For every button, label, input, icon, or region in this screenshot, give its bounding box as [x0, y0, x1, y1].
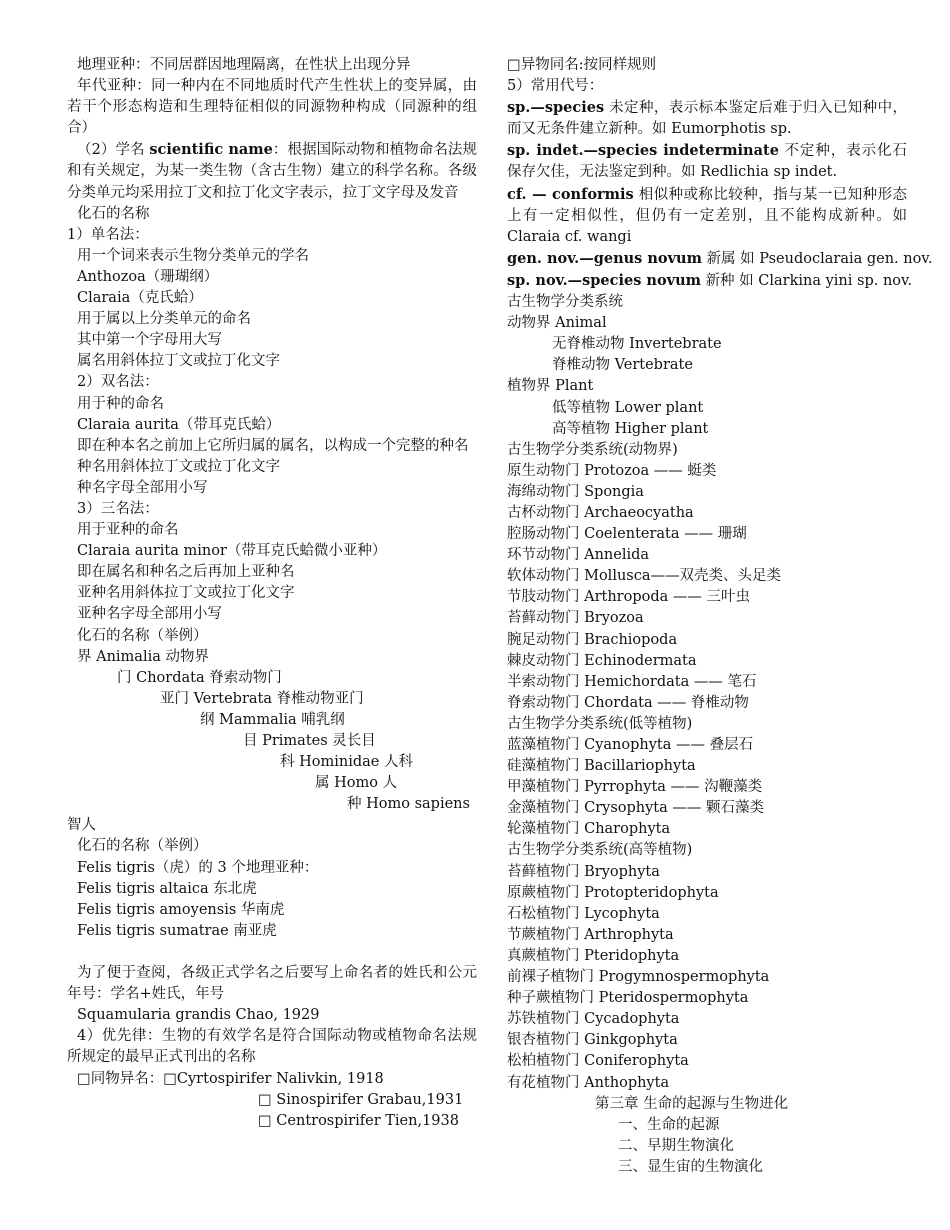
animal-system-line: 原生动物门 Protozoa —— 蜓类: [507, 462, 717, 479]
taxonomy-class: 纲 Mammalia 哺乳纲: [200, 711, 345, 728]
uninominal-line: Anthozoa（珊瑚纲）: [77, 268, 219, 285]
taxonomy-kingdom: 界 Animalia 动物界: [77, 648, 209, 665]
common-codes-heading: 5）常用代号：: [507, 78, 604, 95]
taxonomy-order: 目 Primates 灵长目: [243, 733, 376, 749]
sp-nov-term: sp. nov.—species novum: [507, 271, 701, 289]
binominal-line: 种名字母全部用小写: [77, 479, 208, 496]
lower-plant-system-line: 硅藻植物门 Bacillariophyta: [507, 758, 696, 775]
higher-plant-system-line: 原蕨植物门 Protopteridophyta: [507, 884, 719, 901]
higher-plant-system-line: 有花植物门 Anthophyta: [507, 1074, 670, 1091]
example-line: 化石的名称（举例）: [77, 838, 208, 855]
binominal-line: Claraia aurita（带耳克氏蛤）: [77, 416, 281, 433]
lower-plant-system-line: 金藻植物门 Crysophyta —— 颗石藻类: [507, 800, 764, 817]
higher-plant-system-line: 古生物学分类系统(高等植物): [507, 842, 693, 859]
higher-plant-system-line: 苏铁植物门 Cycadophyta: [507, 1011, 680, 1028]
higher-plant-system-line: 松柏植物门 Coniferophyta: [507, 1053, 689, 1070]
blank-line: [67, 942, 477, 963]
taxonomy-subphylum: 亚门 Vertebrata 脊椎动物亚门: [160, 690, 364, 707]
binominal-heading: 2）双名法：: [77, 374, 159, 391]
chapter-3-title: 第三章 生命的起源与生物进化: [595, 1095, 789, 1112]
example-line: Felis tigris amoyensis 华南虎: [77, 901, 285, 918]
chapter-3-item: 三、显生宙的生物演化: [618, 1158, 763, 1175]
higher-plant-system-line: 苔藓植物门 Bryophyta: [507, 863, 660, 880]
system-title: 古生物学分类系统: [507, 294, 623, 311]
indet-term: sp. indet.—species indeterminate: [507, 142, 779, 160]
vertebrate: 脊椎动物 Vertebrate: [552, 357, 693, 374]
higher-plant-system-line: 前裸子植物门 Progymnospermophyta: [507, 969, 770, 986]
scientific-name-definition: ：根据国际动物和植物命名法规和有关规定，为某一类生物（含古生物）建立的科学名称。各级分类单元均采用拉丁文和拉丁化文字表示，拉丁文字母及发音: [67, 142, 477, 201]
taxonomy-family: 科 Hominidae 人科: [280, 754, 413, 771]
taxonomy-species-continued: 智人: [67, 817, 96, 834]
right-column: [507, 55, 933, 1178]
sp-nov-text: 新种 如 Clarkina yini sp. nov.: [700, 272, 913, 289]
author-paragraph: 为了便于查阅，各级正式学名之后要写上命名者的姓氏和公元年号：学名+姓氏，年号: [67, 965, 477, 1003]
binominal-paragraph: 即在种本名之前加上它所归属的属名，以构成一个完整的种名: [77, 437, 469, 454]
synonym-line: □ Centrospirifer Tien,1938: [258, 1112, 459, 1129]
example-line: Felis tigris sumatrae 南亚虎: [77, 922, 277, 939]
chrono-subspecies-paragraph: 年代亚种：同一种内在不同地质时代产生性状上的变异属，由若干个形态构造和生理特征相似的同源物种构成（同源种的组合）: [67, 78, 477, 137]
taxonomy-phylum: 门 Chordata 脊索动物门: [117, 669, 282, 686]
higher-plant-system-line: 石松植物门 Lycophyta: [507, 905, 660, 922]
binominal-line: 用于种的命名: [77, 395, 164, 412]
uninominal-line: 用一个词来表示生物分类单元的学名: [77, 247, 309, 264]
uninominal-line: 其中第一个字母用大写: [77, 332, 222, 349]
sp-term: sp.—species: [507, 99, 605, 117]
trinominal-line: 亚种名字母全部用小写: [77, 606, 222, 623]
uninominal-line: 用于属以上分类单元的命名: [77, 311, 251, 328]
synonym-line: □ Sinospirifer Grabau,1931: [258, 1091, 464, 1108]
scientific-name-prefix: （2）学名: [77, 142, 150, 159]
trinominal-line: 用于亚种的命名: [77, 522, 179, 539]
animal-system-line: 海绵动物门 Spongia: [507, 483, 644, 500]
homonym-line: □异物同名:按同样规则: [507, 57, 657, 73]
lower-plant-system-line: 甲藻植物门 Pyrrophyta —— 沟鞭藻类: [507, 779, 763, 796]
chapter-3-item: 一、生命的起源: [618, 1116, 720, 1133]
animal-system-line: 软体动物门 Mollusca——双壳类、头足类: [507, 568, 782, 585]
indet-text: 不定种，表示化石保存欠佳，无法鉴定到种。如 Redlichia sp indet.: [507, 143, 907, 181]
animal-system-line: 棘皮动物门 Echinodermata: [507, 652, 697, 669]
animal-system-line: 节肢动物门 Arthropoda —— 三叶虫: [507, 589, 750, 606]
left-column: [67, 55, 477, 1132]
animal-system-line: 腕足动物门 Brachiopoda: [507, 631, 678, 648]
example-line: Felis tigris altaica 东北虎: [77, 880, 257, 897]
author-example: Squamularia grandis Chao, 1929: [77, 1007, 320, 1024]
higher-plant-system-line: 种子蕨植物门 Pteridospermophyta: [507, 990, 749, 1007]
taxonomy-genus: 属 Homo 人: [315, 775, 398, 792]
chapter-3-item: 二、早期生物演化: [618, 1137, 734, 1154]
taxonomy-species: 种 Homo sapiens: [347, 796, 470, 813]
scientific-name-term: scientific name: [149, 141, 273, 159]
uninominal-line: Claraia（克氏蛤）: [77, 290, 203, 307]
higher-plant-system-line: 真蕨植物门 Pteridophyta: [507, 947, 680, 964]
gen-nov-definition: [507, 248, 933, 270]
cf-text: 相似种或称比较种，指与某一已知种形态上有一定相似性，但仍有一定差别，且不能构成新种。如 Claraia cf. wangi: [507, 186, 907, 245]
plant-kingdom: 植物界 Plant: [507, 378, 594, 395]
scientific-name-paragraph: [67, 139, 477, 203]
animal-system-line: 苔藓动物门 Bryozoa: [507, 610, 644, 627]
gen-nov-term: gen. nov.—genus novum: [507, 249, 702, 267]
invertebrate: 无脊椎动物 Invertebrate: [552, 336, 722, 353]
higher-plant: 高等植物 Higher plant: [552, 420, 709, 437]
animal-kingdom: 动物界 Animal: [507, 315, 607, 332]
animal-system-line: 腔肠动物门 Coelenterata —— 珊瑚: [507, 526, 747, 543]
trinominal-line: Claraia aurita minor（带耳克氏蛤微小亚种）: [77, 543, 387, 560]
animal-system-line: 古生物学分类系统(动物界): [507, 441, 678, 458]
example-line: Felis tigris（虎）的 3 个地理亚种：: [77, 859, 319, 876]
animal-system-line: 环节动物门 Annelida: [507, 547, 650, 564]
gen-nov-text: 新属 如 Pseudoclaraia gen. nov.: [701, 250, 933, 267]
lower-plant-system-line: 古生物学分类系统(低等植物): [507, 715, 693, 732]
sp-nov-definition: [507, 270, 913, 292]
trinominal-line: 即在属名和种名之后再加上亚种名: [77, 564, 295, 581]
cf-definition: [507, 184, 907, 248]
higher-plant-system-line: 银杏植物门 Ginkgophyta: [507, 1032, 678, 1049]
higher-plant-system-line: 节蕨植物门 Arthrophyta: [507, 926, 674, 943]
cf-term: cf. — conformis: [507, 185, 634, 203]
lower-plant: 低等植物 Lower plant: [552, 399, 704, 416]
sp-definition: [507, 97, 907, 140]
lower-plant-system-line: 蓝藻植物门 Cyanophyta —— 叠层石: [507, 737, 754, 753]
trinominal-heading: 3）三名法：: [77, 500, 159, 517]
fossil-names-heading: 化石的名称: [77, 205, 150, 222]
trinominal-line: 化石的名称（举例）: [77, 627, 208, 644]
sp-text: 未定种，表示标本鉴定后难于归入已知种中，而又无条件建立新种。如 Eumorphotis sp.: [507, 100, 907, 138]
synonym-line: □同物异名：□Cyrtospirifer Nalivkin, 1918: [77, 1070, 384, 1087]
trinominal-line: 亚种名用斜体拉丁文或拉丁化文字: [77, 585, 295, 602]
uninominal-heading: 1）单名法：: [67, 226, 149, 243]
uninominal-line: 属名用斜体拉丁文或拉丁化文字: [77, 353, 280, 370]
priority-paragraph: 4）优先律：生物的有效学名是符合国际动物或植物命名法规所规定的最早正式刊出的名称: [67, 1028, 477, 1066]
binominal-line: 种名用斜体拉丁文或拉丁化文字: [77, 458, 280, 475]
geo-subspecies-line: 地理亚种：不同居群因地理隔离，在性状上出现分异: [77, 57, 411, 73]
animal-system-line: 古杯动物门 Archaeocyatha: [507, 504, 694, 521]
lower-plant-system-line: 轮藻植物门 Charophyta: [507, 821, 671, 838]
indet-definition: [507, 140, 907, 183]
animal-system-line: 半索动物门 Hemichordata —— 笔石: [507, 673, 757, 690]
animal-system-line: 脊索动物门 Chordata —— 脊椎动物: [507, 694, 749, 711]
